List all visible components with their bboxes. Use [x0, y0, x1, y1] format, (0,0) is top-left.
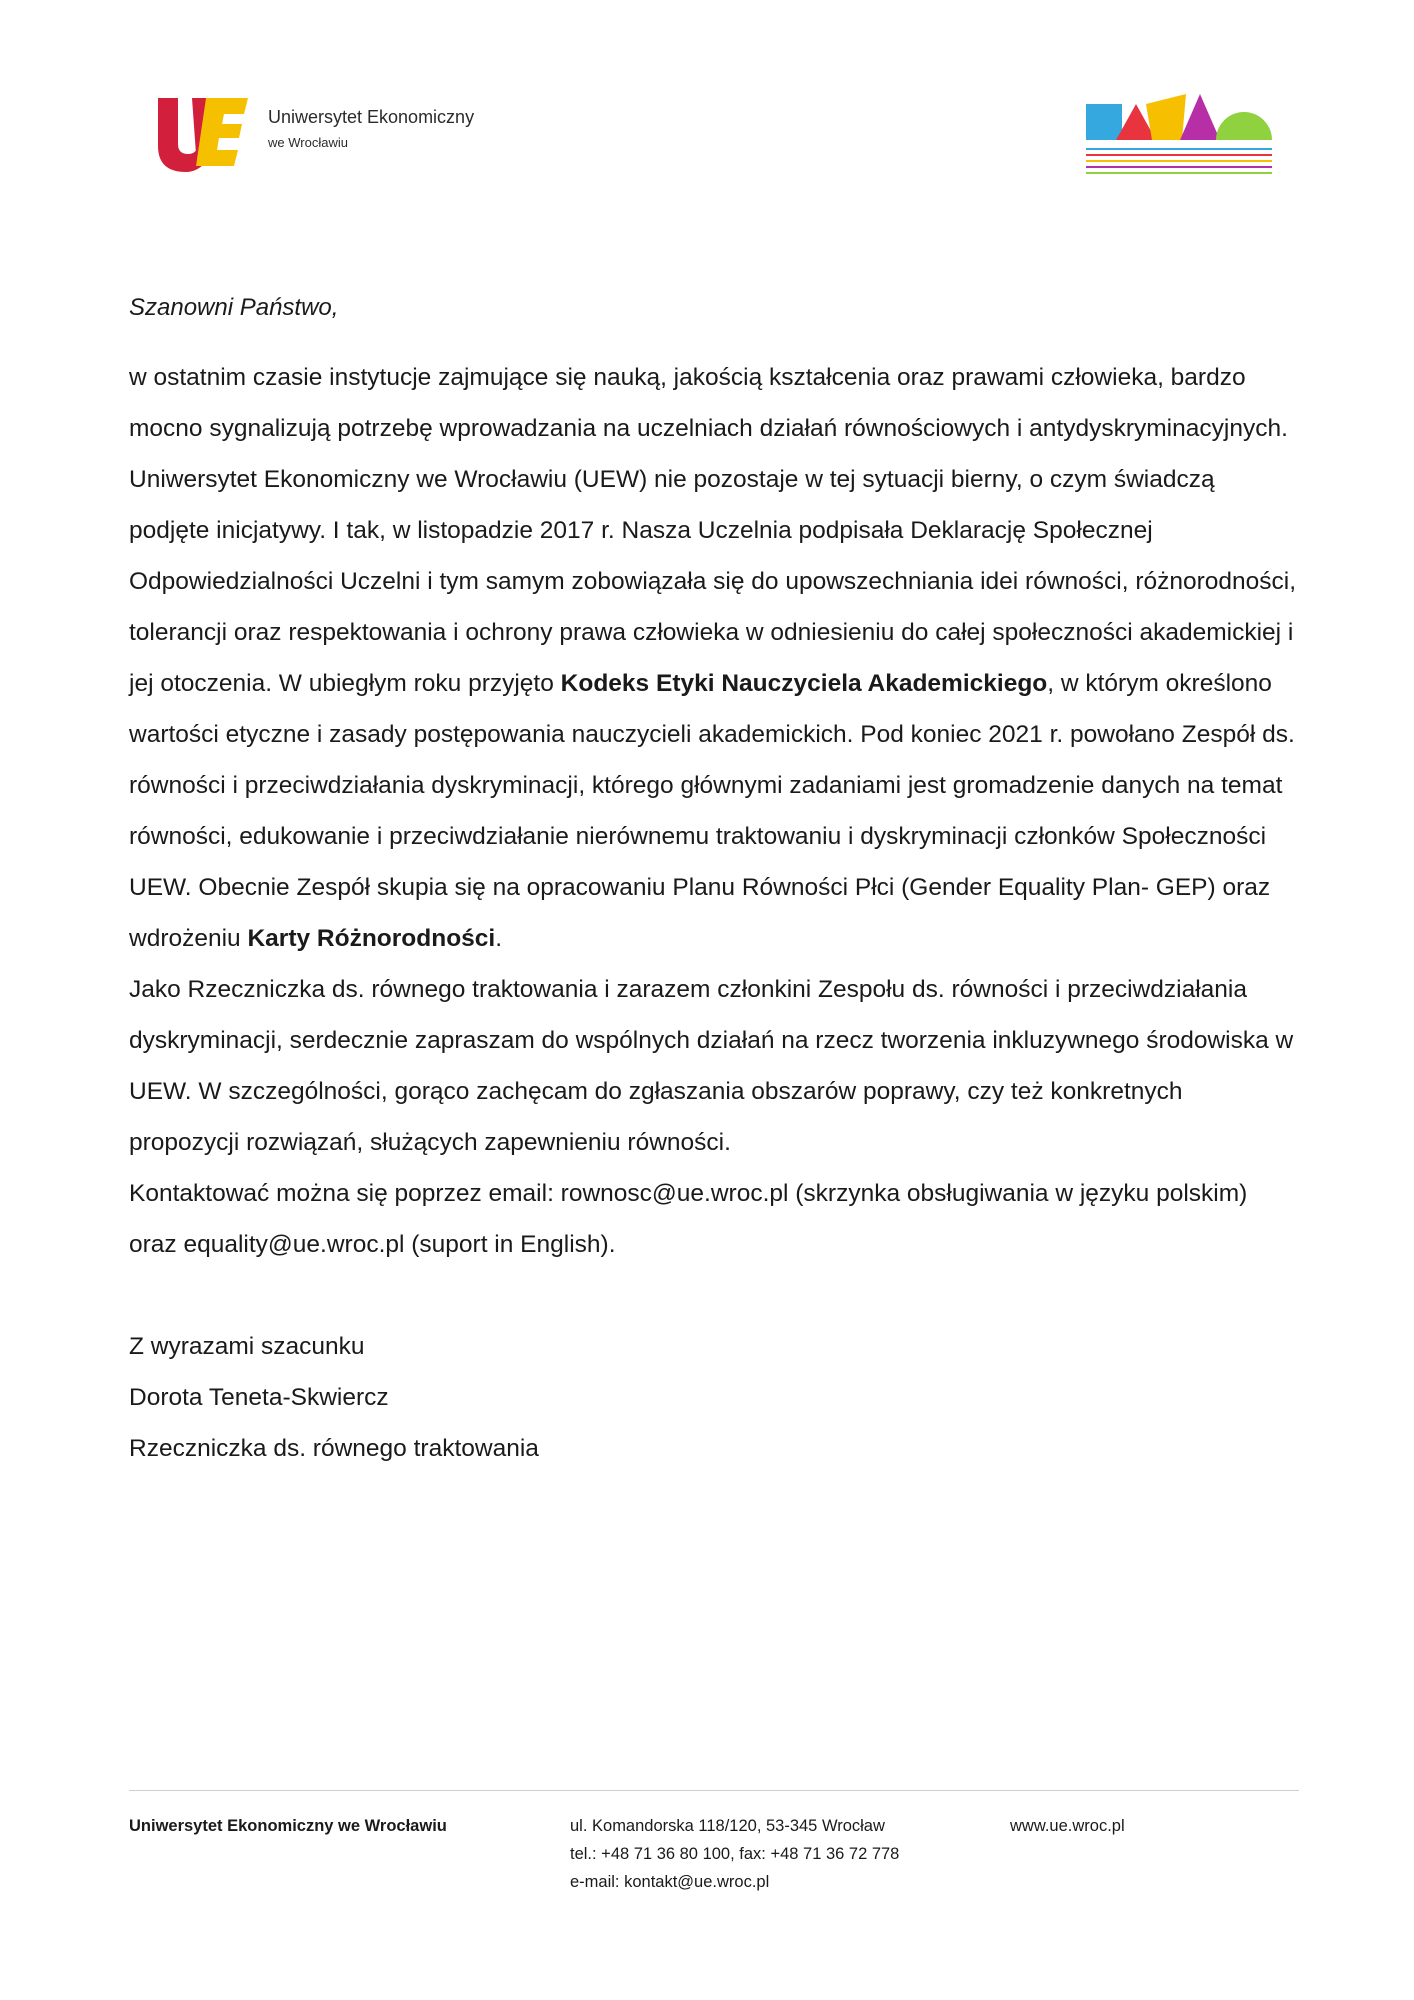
- footer-institution: Uniwersytet Ekonomiczny we Wrocławiu: [129, 1817, 447, 1835]
- signatory-title: Rzeczniczka ds. równego traktowania: [129, 1435, 539, 1462]
- closing-phrase: Z wyrazami szacunku: [129, 1333, 365, 1360]
- paragraph-1: [129, 352, 1299, 964]
- footer-phone-fax: tel.: +48 71 36 80 100, fax: +48 71 36 72 778: [570, 1845, 900, 1863]
- footer-email: e-mail: kontakt@ue.wroc.pl: [570, 1873, 770, 1891]
- footer-contact: [570, 1812, 899, 1896]
- salutation: Szanowni Państwo,: [129, 294, 339, 321]
- logo-university-name: Uniwersytet Ekonomiczny: [268, 107, 475, 127]
- ue-logo-icon: [156, 94, 248, 172]
- signatory-name: Dorota Teneta-Skwiercz: [129, 1384, 389, 1411]
- letter-body: [129, 286, 1299, 1474]
- footer-website: [1010, 1812, 1125, 1840]
- logo-text: [268, 106, 474, 152]
- logo-city: we Wrocławiu: [268, 135, 348, 150]
- footer-address: ul. Komandorska 118/120, 53-345 Wrocław: [570, 1817, 885, 1835]
- letterhead: [0, 0, 1414, 200]
- footer-divider: [129, 1790, 1299, 1791]
- footer-website-link: www.ue.wroc.pl: [1010, 1817, 1125, 1835]
- paragraph-2: Jako Rzeczniczka ds. równego traktowania i zarazem członkini Zespołu ds. równości i przeciwdziałania dyskryminacji, serdecznie zapraszam do wspólnych działań na rzecz tworzenia inkluzywnego środowiska w UEW. W szczególności, gorąco zachęcam do zgłaszania obszarów poprawy, czy też konkretnych propozycji rozwiązań, służących zapewnieniu równości.: [129, 976, 1294, 1156]
- diversity-logo-icon: [1086, 90, 1272, 182]
- paragraph-1-part-b: , w którym określono wartości etyczne i zasady postępowania nauczycieli akademickich. Pod koniec 2021 r. powołano Zespół ds. równości i przeciwdziałania dyskryminacji, którego głównymi zadaniami jest gromadzenie danych na temat równości, edukowanie i przeciwdziałanie nierównemu traktowaniu i dyskryminacji członków Społeczności UEW. Obecnie Zespół skupia się na opracowaniu Planu Równości Płci (Gender Equality Plan- GEP) oraz wdrożeniu: [129, 670, 1295, 952]
- code-of-ethics-title: Kodeks Etyki Nauczyciela Akademickiego: [560, 670, 1048, 697]
- diversity-charter-title: Karty Różnorodności: [247, 925, 496, 952]
- letter-text: [129, 352, 1299, 1270]
- paragraph-1-part-a: w ostatnim czasie instytucje zajmujące się nauką, jakością kształcenia oraz prawami człowieka, bardzo mocno sygnalizują potrzebę wprowadzania na uczelniach działań równościowych i antydyskryminacyjnych. Uniwersytet Ekonomiczny we Wrocławiu (UEW) nie pozostaje w tej sytuacji bierny, o czym świadczą podjęte inicjatywy. I tak, w listopadzie 2017 r. Nasza Uczelnia podpisała Deklarację Społecznej Odpowiedzialności Uczelni i tym samym zobowiązała się do upowszechniania idei równości, różnorodności, tolerancji oraz respektowania i ochrony prawa człowieka w odniesieniu do całej społeczności akademickiej i jej otoczenia. W ubiegłym roku przyjęto: [129, 364, 1297, 697]
- paragraph-3: Kontaktować można się poprzez email: rownosc@ue.wroc.pl (skrzynka obsługiwania w języku polskim) oraz equality@ue.wroc.pl (suport in English).: [129, 1180, 1248, 1258]
- closing-block: [129, 1321, 1299, 1474]
- paragraph-1-part-c: .: [495, 925, 503, 952]
